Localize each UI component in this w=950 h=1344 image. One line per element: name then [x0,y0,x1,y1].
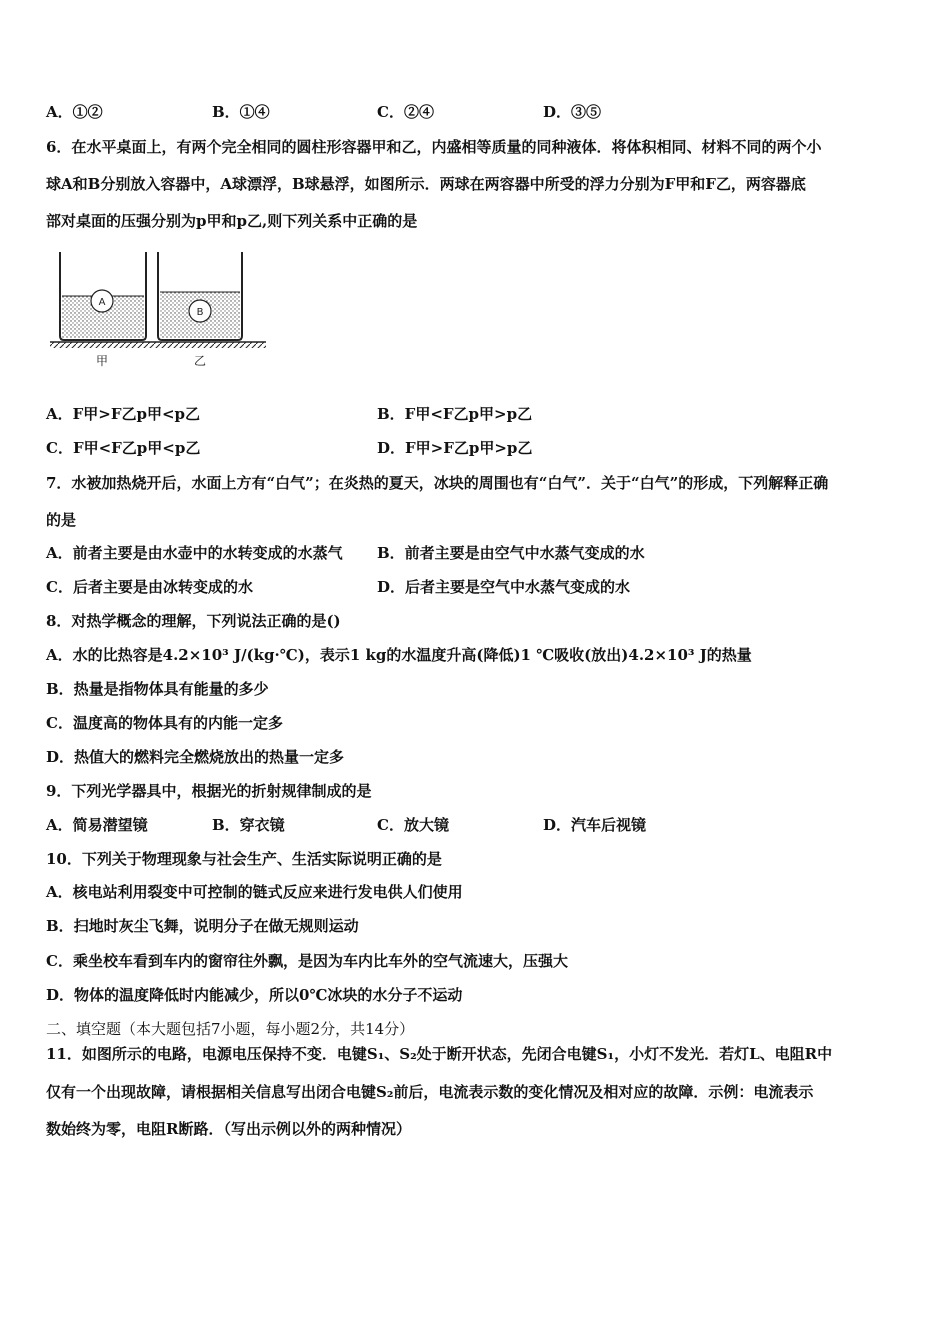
label-left: 甲 [95,354,109,368]
q8-option-c: C．温度高的物体具有的内能一定多 [46,714,283,732]
q7-stem-line-1: 7．水被加热烧开后，水面上方有“白气”；在炎热的夏天，冰块的周围也有“白气”．关于“白气”的形成，下列解释正确 [46,474,829,492]
q8-option-d: D．热值大的燃料完全燃烧放出的热量一定多 [46,748,345,766]
table-surface [50,342,266,348]
q9-option-c: C．放大镜 [377,816,449,834]
q6-option-d: D．F甲>F乙p甲>p乙 [377,439,533,457]
q7-option-d: D．后者主要是空气中水蒸气变成的水 [377,578,631,596]
ball-b-label: B [196,307,204,318]
q5-option-a: A．①② [46,103,103,121]
ball-a-label: A [98,297,106,308]
q9-option-a: A．简易潜望镜 [46,816,148,834]
q10-option-a: A．核电站利用裂变中可控制的链式反应来进行发电供人们使用 [46,883,463,901]
q7-stem-line-2: 的是 [46,511,77,529]
q7-option-a: A．前者主要是由水壶中的水转变成的水蒸气 [46,544,343,562]
q8-stem: 8．对热学概念的理解，下列说法正确的是() [46,612,341,630]
q11-stem-line-3: 数始终为零，电阻R断路．（写出示例以外的两种情况） [46,1120,411,1138]
q6-stem-line-2: 球A和B分别放入容器中，A球漂浮，B球悬浮，如图所示．两球在两容器中所受的浮力分别为F甲和F乙，两容器底 [46,175,806,193]
q6-option-a: A．F甲>F乙p甲<p乙 [46,405,201,423]
q5-option-b: B．①④ [212,103,270,121]
section-2-heading: 二、填空题（本大题包括7小题，每小题2分，共14分） [46,1020,415,1038]
q10-option-d: D．物体的温度降低时内能减少，所以0℃冰块的水分子不运动 [46,986,463,1004]
q6-containers-figure [46,248,270,372]
q10-option-c: C．乘坐校车看到车内的窗帘往外飘，是因为车内比车外的空气流速大，压强大 [46,952,568,970]
q10-stem: 10．下列关于物理现象与社会生产、生活实际说明正确的是 [46,850,442,868]
q9-option-d: D．汽车后视镜 [543,816,647,834]
q9-stem: 9．下列光学器具中，根据光的折射规律制成的是 [46,782,372,800]
label-right: 乙 [193,354,207,368]
q9-option-b: B．穿衣镜 [212,816,285,834]
q6-stem-line-1: 6．在水平桌面上，有两个完全相同的圆柱形容器甲和乙，内盛相等质量的同种液体．将体积相同、材料不同的两个小 [46,138,822,156]
q6-option-c: C．F甲<F乙p甲<p乙 [46,439,201,457]
q10-option-b: B．扫地时灰尘飞舞，说明分子在做无规则运动 [46,917,359,935]
q7-option-c: C．后者主要是由冰转变成的水 [46,578,253,596]
q8-option-b: B．热量是指物体具有能量的多少 [46,680,269,698]
q7-option-b: B．前者主要是由空气中水蒸气变成的水 [377,544,645,562]
q5-option-d: D．③⑤ [543,103,602,121]
q11-stem-line-1: 11．如图所示的电路，电源电压保持不变．电键S₁、S₂处于断开状态，先闭合电键S₁，小灯不发光．若灯L、电阻R中 [46,1045,833,1063]
q5-option-c: C．②④ [377,103,434,121]
q11-stem-line-2: 仅有一个出现故障，请根据相关信息写出闭合电键S₂前后，电流表示数的变化情况及相对应的故障．示例：电流表示 [46,1083,814,1101]
q6-stem-line-3: 部对桌面的压强分别为p甲和p乙,则下列关系中正确的是 [46,212,418,230]
q6-option-b: B．F甲<F乙p甲>p乙 [377,405,533,423]
q8-option-a: A．水的比热容是4.2×10³ J/(kg·℃)，表示1 kg的水温度升高(降低)1 ℃吸收(放出)4.2×10³ J的热量 [46,646,752,664]
